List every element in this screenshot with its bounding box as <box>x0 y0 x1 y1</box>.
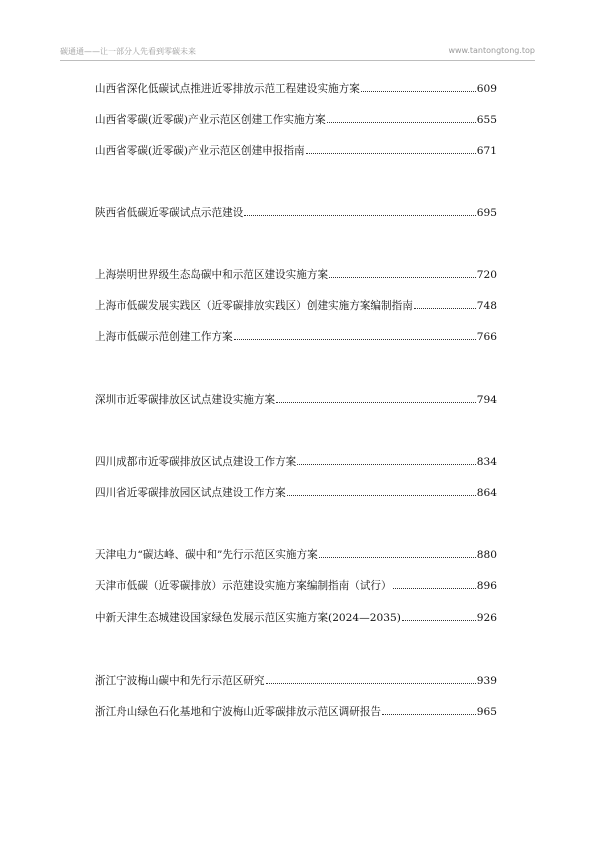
toc-entry[interactable] <box>95 609 497 625</box>
toc-entry-title: 山西省零碳(近零碳)产业示范区创建申报指南 <box>95 145 305 157</box>
toc-entry-page: 939 <box>476 675 497 687</box>
toc-entry-title: 四川成都市近零碳排放区试点建设工作方案 <box>95 456 297 468</box>
toc-entry[interactable] <box>95 266 497 282</box>
toc-entry-title: 上海崇明世界级生态岛碳中和示范区建设实施方案 <box>95 269 329 281</box>
toc-dot-leader <box>244 204 475 216</box>
toc-entry-title: 浙江宁波梅山碳中和先行示范区研究 <box>95 675 265 687</box>
toc-entry-page: 720 <box>476 269 497 281</box>
toc-entry[interactable] <box>95 111 497 127</box>
toc-entry-page: 926 <box>476 612 497 624</box>
toc-entry-title: 上海市低碳示范创建工作方案 <box>95 331 233 343</box>
toc-dot-leader <box>319 546 476 558</box>
toc-entry-page: 965 <box>476 706 497 718</box>
toc-entry-page: 896 <box>476 580 497 592</box>
toc-entry[interactable] <box>95 546 497 562</box>
toc-entry-page: 655 <box>476 114 497 126</box>
toc-entry[interactable] <box>95 297 497 313</box>
toc-dot-leader <box>234 328 476 340</box>
toc-dot-leader <box>329 266 476 278</box>
toc-dot-leader <box>327 111 476 123</box>
toc-entry[interactable] <box>95 453 497 469</box>
toc-entry-page: 794 <box>476 394 497 406</box>
toc-dot-leader <box>414 297 476 309</box>
toc-entry-title: 山西省零碳(近零碳)产业示范区创建工作实施方案 <box>95 114 326 126</box>
toc-entry[interactable] <box>95 204 497 220</box>
toc-entry-page: 695 <box>476 207 497 219</box>
toc-dot-leader <box>276 391 476 403</box>
toc-dot-leader <box>287 484 476 496</box>
toc-entry-title: 山西省深化低碳试点推进近零排放示范工程建设实施方案 <box>95 83 360 95</box>
toc-dot-leader <box>297 453 475 465</box>
page-header <box>60 46 535 60</box>
toc-entry-title: 上海市低碳发展实践区（近零碳排放实践区）创建实施方案编制指南 <box>95 300 413 312</box>
header-site-slogan: 碳通通——让一部分人先看到零碳未来 <box>60 47 196 56</box>
toc-entry-title: 天津市低碳（近零碳排放）示范建设实施方案编制指南（试行） <box>95 580 392 592</box>
toc-entry-title: 中新天津生态城建设国家绿色发展示范区实施方案(2024—2035) <box>95 612 401 624</box>
toc-entry-page: 671 <box>476 145 497 157</box>
toc-entry[interactable] <box>95 484 497 500</box>
toc-entry-page: 834 <box>476 456 497 468</box>
toc-entry-title: 天津电力“碳达峰、碳中和”先行示范区实施方案 <box>95 549 318 561</box>
toc-entry-page: 766 <box>476 331 497 343</box>
toc-entry[interactable] <box>95 672 497 688</box>
toc-entry-title: 四川省近零碳排放园区试点建设工作方案 <box>95 487 286 499</box>
toc-entry-page: 609 <box>476 83 497 95</box>
toc-entry[interactable] <box>95 577 497 593</box>
toc-entry-title: 浙江舟山绿色石化基地和宁波梅山近零碳排放示范区调研报告 <box>95 706 382 718</box>
toc-entry-page: 880 <box>476 549 497 561</box>
toc-dot-leader <box>382 703 476 715</box>
toc-dot-leader <box>402 609 476 621</box>
toc-entry[interactable] <box>95 391 497 407</box>
toc-dot-leader <box>306 142 476 154</box>
header-site-url: www.tantongtong.top <box>448 46 535 55</box>
toc-entry[interactable] <box>95 703 497 719</box>
toc-entry-page: 864 <box>476 487 497 499</box>
toc-entry[interactable] <box>95 328 497 344</box>
toc-entry-title: 深圳市近零碳排放区试点建设实施方案 <box>95 394 276 406</box>
toc-dot-leader <box>266 672 476 684</box>
toc-entry[interactable] <box>95 80 497 96</box>
header-divider <box>60 60 535 61</box>
toc-entry-page: 748 <box>476 300 497 312</box>
toc-entry-title: 陕西省低碳近零碳试点示范建设 <box>95 207 244 219</box>
toc-entry[interactable] <box>95 142 497 158</box>
toc-dot-leader <box>393 577 476 589</box>
toc-dot-leader <box>361 80 476 92</box>
